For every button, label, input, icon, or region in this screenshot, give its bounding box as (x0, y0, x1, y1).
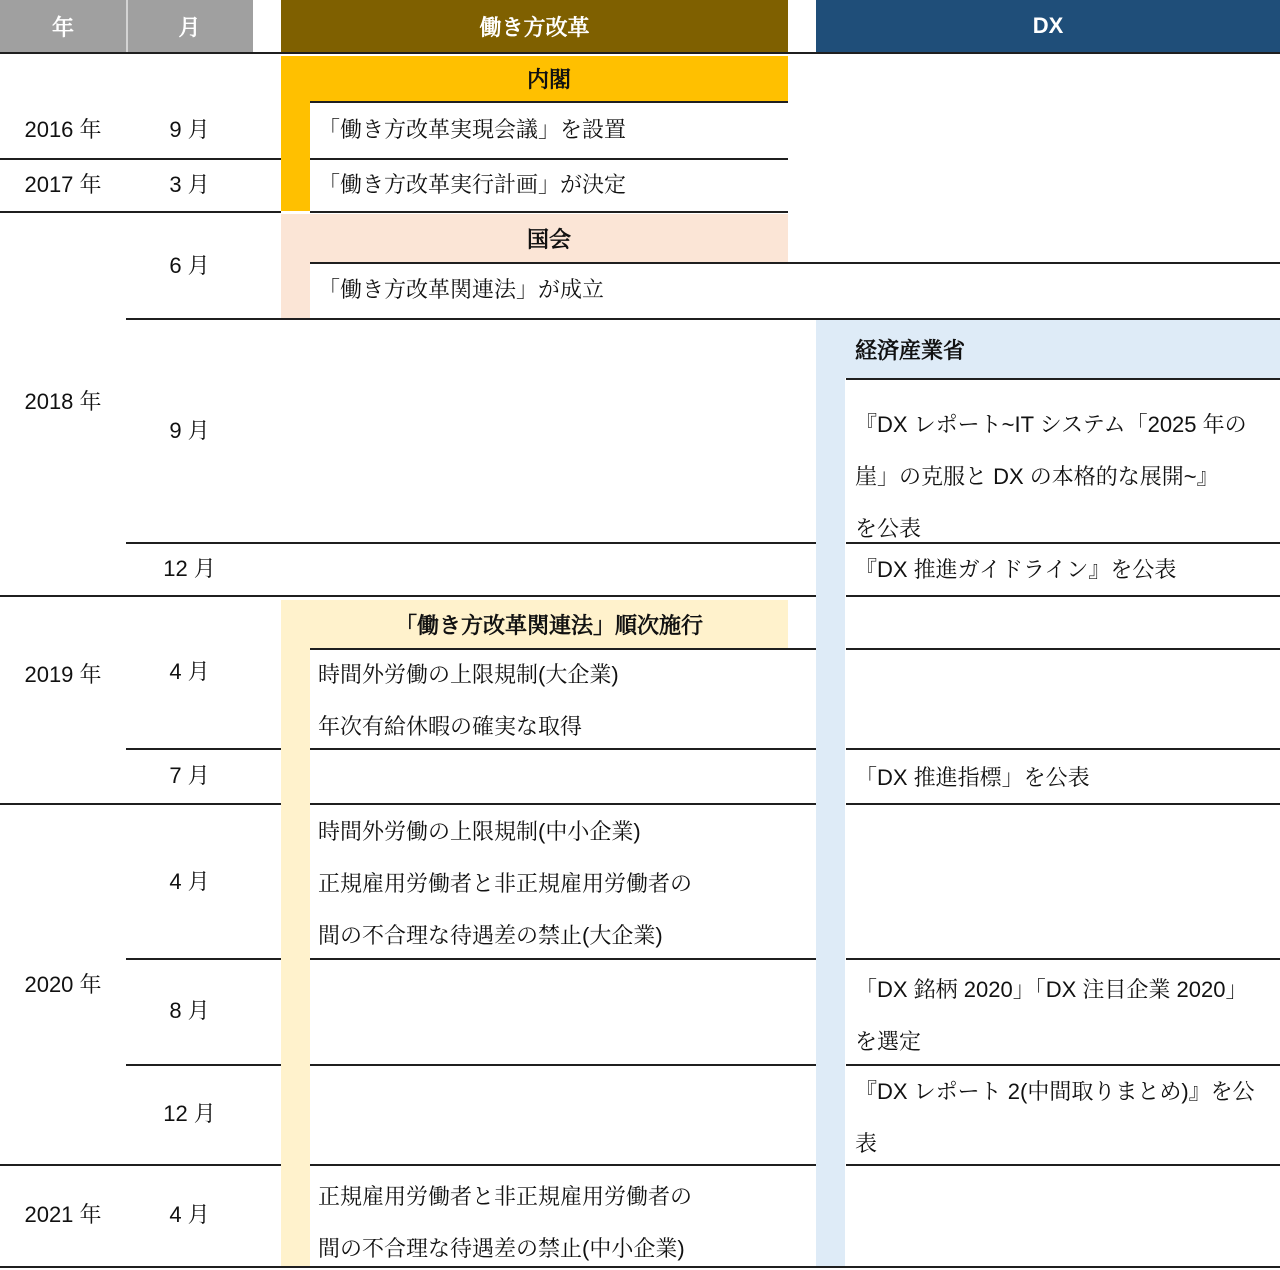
month-label-2020-12: 12 月 (163, 1101, 216, 1126)
dx-event-line: 崖」の克服と DX の本格的な展開~』 (855, 464, 1219, 489)
dx-event-line: 『DX レポート~IT システム「2025 年の (855, 412, 1247, 437)
subheader-diet-label: 国会 (526, 226, 571, 252)
year-label-2018: 2018 年 (24, 389, 102, 414)
grid-line (846, 595, 1280, 597)
dx-event-line: 「DX 銘柄 2020」「DX 注目企業 2020」 (855, 977, 1248, 1002)
grid-line (846, 1164, 1280, 1166)
workstyle-event (318, 701, 582, 753)
dx-event-line: 『DX レポート 2(中間取りまとめ)』を公 (855, 1079, 1255, 1104)
col-header-dx-label: DX (1032, 13, 1064, 38)
col-header-month-label: 月 (178, 14, 201, 40)
dx-event (855, 399, 1247, 555)
workstyle-event-line: 間の不合理な待遇差の禁止(中小企業) (318, 1236, 685, 1261)
col-header-year-label: 年 (51, 14, 74, 40)
col-header-workstyle (281, 0, 788, 52)
grid-line (310, 262, 1280, 264)
grid-line (310, 1164, 816, 1166)
year-label-2021: 2021 年 (24, 1202, 102, 1227)
workstyle-event (318, 649, 619, 701)
dx-event-line: 『DX 推進ガイドライン』を公表 (855, 557, 1177, 582)
grid-line (0, 1164, 281, 1166)
grid-line (310, 748, 816, 750)
grid-line (126, 958, 281, 960)
grid-line (0, 158, 281, 160)
grid-line (310, 803, 816, 805)
workstyle-event-line: 間の不合理な待遇差の禁止(大企業) (318, 923, 663, 948)
workstyle-event-line: 「働き方改革関連法」が成立 (318, 277, 605, 302)
year-label-2017: 2017 年 (24, 172, 102, 197)
subheader-meti-label: 経済産業省 (855, 337, 966, 363)
workstyle-event (318, 264, 604, 316)
grid-line (310, 211, 788, 213)
month-label-2018-12: 12 月 (163, 556, 216, 581)
dx-stripe-light-blue (816, 320, 845, 1266)
grid-line (126, 542, 816, 544)
year-label-2019: 2019 年 (24, 662, 102, 687)
col-header-month (126, 0, 253, 52)
workstyle-stripe-light-yellow (281, 600, 310, 1266)
workstyle-event-line: 時間外労働の上限規制(大企業) (318, 662, 619, 687)
grid-line (846, 958, 1280, 960)
grid-line (0, 595, 816, 597)
dx-event (855, 544, 1176, 596)
subheader-law-enforcement (281, 600, 788, 648)
grid-line (846, 803, 1280, 805)
month-label-2016-09: 9 月 (169, 117, 210, 142)
grid-line (846, 748, 1280, 750)
grid-line (846, 1064, 1280, 1066)
workstyle-event (318, 104, 626, 156)
dx-event (855, 1066, 1255, 1170)
grid-line (0, 211, 281, 213)
subheader-cabinet-label: 内閣 (526, 67, 571, 92)
grid-line (0, 1266, 1280, 1268)
subheader-law-enforcement-label: 「働き方改革関連法」順次施行 (394, 612, 703, 638)
workstyle-event-line: 「働き方改革実現会議」を設置 (318, 117, 627, 142)
grid-line (126, 1064, 281, 1066)
dx-event-line: を選定 (855, 1029, 922, 1054)
grid-line (0, 803, 281, 805)
grid-line (126, 318, 1280, 320)
grid-line (126, 748, 281, 750)
month-label-2019-07: 7 月 (169, 763, 210, 788)
workstyle-event (318, 806, 641, 858)
workstyle-event (318, 858, 692, 962)
dx-event-line: を公表 (855, 516, 922, 541)
month-label-2020-08: 8 月 (169, 998, 210, 1023)
workstyle-event-line: 年次有給休暇の確実な取得 (318, 714, 583, 739)
month-label-2018-06: 6 月 (169, 253, 210, 278)
workstyle-event-line: 「働き方改革実行計画」が決定 (318, 172, 627, 197)
workstyle-event-line: 正規雇用労働者と非正規雇用労働者の (318, 1184, 693, 1209)
dx-event-line: 表 (855, 1131, 878, 1156)
month-label-2018-09: 9 月 (169, 418, 210, 443)
workstyle-event-line: 正規雇用労働者と非正規雇用労働者の (318, 871, 693, 896)
dx-event (855, 964, 1247, 1068)
subheader-diet (281, 214, 788, 262)
col-header-workstyle-label: 働き方改革 (479, 14, 590, 40)
col-header-dx (816, 0, 1280, 52)
grid-line (846, 542, 1280, 544)
grid-line (846, 378, 1280, 380)
workstyle-event (318, 1171, 692, 1270)
year-label-2020: 2020 年 (24, 972, 102, 997)
workstyle-event-line: 時間外労働の上限規制(中小企業) (318, 819, 641, 844)
month-label-2020-04: 4 月 (169, 869, 210, 894)
subheader-meti (816, 320, 1280, 378)
grid-line (310, 101, 788, 103)
month-label-2017-03: 3 月 (169, 172, 210, 197)
year-label-2016: 2016 年 (24, 117, 102, 142)
grid-line (310, 958, 816, 960)
grid-line (846, 648, 1280, 650)
grid-line (310, 158, 788, 160)
dx-event-line: 「DX 推進指標」を公表 (855, 765, 1090, 790)
grid-line (0, 52, 1280, 54)
month-label-2019-04: 4 月 (169, 659, 210, 684)
grid-line (310, 1064, 816, 1066)
col-header-year (0, 0, 126, 52)
subheader-cabinet (281, 56, 788, 101)
dx-event (855, 752, 1090, 804)
workstyle-event (318, 159, 626, 211)
grid-line (310, 648, 816, 650)
month-label-2021-04: 4 月 (169, 1202, 210, 1227)
